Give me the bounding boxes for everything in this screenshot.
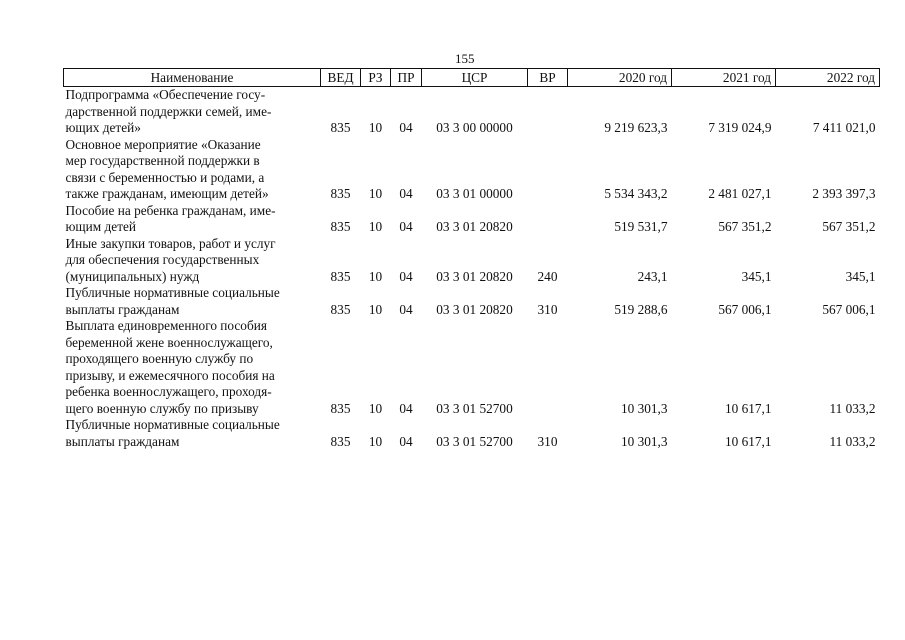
header-2022: 2022 год bbox=[776, 69, 880, 87]
row-name: Публичные нормативные социальные выплаты гражданам bbox=[65, 417, 280, 449]
row-ved: 835 bbox=[330, 120, 351, 135]
header-pr: ПР bbox=[391, 69, 422, 87]
row-csr: 03 3 01 20820 bbox=[436, 268, 513, 284]
row-2021: 7 319 024,9 bbox=[708, 120, 772, 135]
row-2020: 10 301,3 bbox=[620, 400, 668, 416]
row-2021: 567 351,2 bbox=[718, 219, 772, 234]
row-rz: 10 bbox=[368, 186, 383, 201]
row-vr bbox=[528, 87, 568, 137]
row-ved: 835 bbox=[330, 268, 351, 284]
row-2020: 519 288,6 bbox=[614, 301, 668, 317]
budget-table bbox=[63, 68, 880, 450]
row-rz: 10 bbox=[368, 219, 383, 234]
row-csr: 03 3 01 52700 bbox=[436, 433, 513, 449]
row-2022: 567 351,2 bbox=[822, 219, 876, 234]
header-2020: 2020 год bbox=[568, 69, 672, 87]
row-2020: 9 219 623,3 bbox=[604, 120, 668, 135]
header-rz: РЗ bbox=[361, 69, 391, 87]
row-ved: 835 bbox=[330, 400, 351, 416]
table-row bbox=[64, 318, 880, 417]
header-vr: ВР bbox=[528, 69, 568, 87]
row-vr: 310 bbox=[537, 301, 558, 317]
row-2020: 243,1 bbox=[637, 268, 668, 284]
row-csr: 03 3 00 00000 bbox=[436, 120, 513, 135]
table-body bbox=[64, 87, 880, 451]
row-ved: 835 bbox=[330, 301, 351, 317]
row-ved: 835 bbox=[330, 433, 351, 449]
row-rz: 10 bbox=[368, 400, 383, 416]
row-rz: 10 bbox=[368, 120, 383, 135]
header-csr: ЦСР bbox=[422, 69, 528, 87]
row-2021: 345,1 bbox=[741, 268, 772, 284]
table-row bbox=[64, 137, 880, 203]
row-vr: 240 bbox=[537, 268, 558, 284]
header-name: Наименование bbox=[64, 69, 321, 87]
row-2022: 567 006,1 bbox=[822, 301, 876, 317]
row-pr: 04 bbox=[399, 186, 413, 201]
table-row bbox=[64, 203, 880, 236]
row-vr bbox=[528, 203, 568, 236]
row-ved: 835 bbox=[330, 219, 351, 234]
row-rz: 10 bbox=[368, 301, 383, 317]
row-2021: 2 481 027,1 bbox=[708, 186, 772, 201]
row-name: Подпрограмма «Обеспечение госу- дарственной поддержки семей, име- ющих детей» bbox=[65, 87, 272, 135]
row-name: Пособие на ребенка гражданам, име- ющим детей bbox=[65, 202, 276, 234]
row-name: Иные закупки товаров, работ и услуг для обеспечения государственных (муниципальных) нужд bbox=[65, 235, 276, 284]
row-name: Выплата единовременного пособия беременной жене военнослужащего, проходящего военную службу по призыву, и ежемесячного пособия на ребенка военнослужащего, проходя- щего военную службу по призыву bbox=[65, 318, 275, 416]
row-2022: 2 393 397,3 bbox=[812, 186, 876, 201]
row-pr: 04 bbox=[399, 219, 413, 234]
header-2021: 2021 год bbox=[672, 69, 776, 87]
table-row bbox=[64, 285, 880, 318]
row-vr bbox=[528, 137, 568, 203]
row-2020: 519 531,7 bbox=[614, 219, 668, 234]
row-pr: 04 bbox=[399, 301, 413, 317]
row-pr: 04 bbox=[399, 268, 413, 284]
table-row bbox=[64, 417, 880, 450]
row-vr: 310 bbox=[537, 433, 558, 449]
row-name: Публичные нормативные социальные выплаты гражданам bbox=[65, 285, 280, 317]
row-2020: 5 534 343,2 bbox=[604, 186, 668, 201]
row-2020: 10 301,3 bbox=[620, 433, 668, 449]
row-csr: 03 3 01 20820 bbox=[436, 301, 513, 317]
row-2021: 567 006,1 bbox=[718, 301, 772, 317]
row-2021: 10 617,1 bbox=[724, 400, 772, 416]
row-rz: 10 bbox=[368, 268, 383, 284]
page-number: 155 bbox=[455, 51, 475, 66]
row-csr: 03 3 01 00000 bbox=[436, 186, 513, 201]
table-row bbox=[64, 236, 880, 286]
row-rz: 10 bbox=[368, 433, 383, 449]
row-csr: 03 3 01 20820 bbox=[436, 219, 513, 234]
row-name: Основное мероприятие «Оказание мер государственной поддержки в связи с беременностью и родами, а также гражданам, имеющим детей» bbox=[65, 136, 269, 201]
row-pr: 04 bbox=[399, 120, 413, 135]
row-2022: 345,1 bbox=[845, 268, 876, 284]
row-2022: 11 033,2 bbox=[829, 400, 876, 416]
table-row bbox=[64, 87, 880, 137]
row-vr bbox=[528, 318, 568, 417]
row-csr: 03 3 01 52700 bbox=[436, 400, 513, 416]
row-pr: 04 bbox=[399, 433, 413, 449]
row-ved: 835 bbox=[330, 186, 351, 201]
table-header-row bbox=[64, 69, 880, 87]
row-pr: 04 bbox=[399, 400, 413, 416]
row-2022: 7 411 021,0 bbox=[812, 120, 876, 135]
row-2022: 11 033,2 bbox=[829, 433, 876, 449]
header-ved: ВЕД bbox=[321, 69, 361, 87]
row-2021: 10 617,1 bbox=[724, 433, 772, 449]
